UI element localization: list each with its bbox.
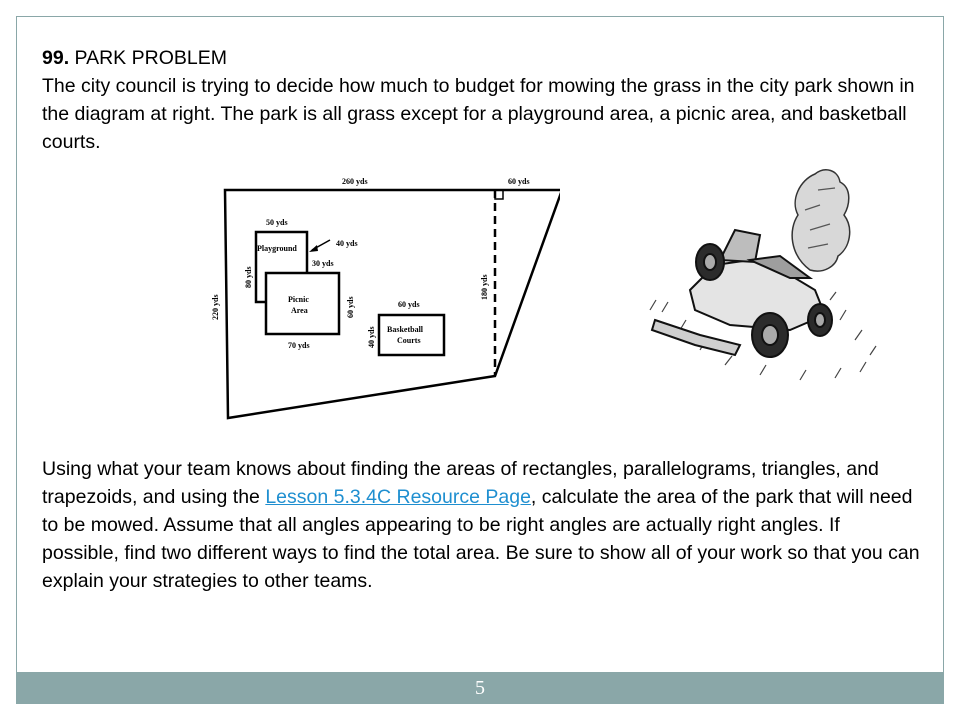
- footer-bar: [17, 672, 943, 704]
- picnic-top-label: 30 yds: [312, 259, 334, 268]
- problem-description: The city council is trying to decide how much to budget for mowing the grass in the city park shown in the diagram at right. The park is all grass except for a playground area, a picnic area, and basketball courts.: [42, 75, 915, 153]
- basketball-label-line2: Courts: [397, 336, 421, 345]
- top-length-label: 260 yds: [342, 177, 368, 186]
- problem-title: [42, 44, 932, 72]
- lawn-mower-illustration: [640, 160, 890, 405]
- picnic-label-line1: Picnic: [288, 295, 309, 304]
- arrow-head: [309, 245, 318, 252]
- playground-width-label: 50 yds: [266, 218, 288, 227]
- basketball-label-line1: Basketball: [387, 325, 424, 334]
- basketball-width-label: 60 yds: [398, 300, 420, 309]
- instructions-text-before: Using what your team knows about finding the areas of rectangles, parallelograms, triangles, and trapezoids, and using the: [42, 458, 879, 508]
- picnic-height-label: 60 yds: [346, 296, 355, 318]
- instructions-text-after: , calculate the area of the park that will need to be mowed. Assume that all angles appearing to be right angles are actually right angles. If possible, find two different ways to find the total area. Be sure to show all of your work so that you can explain your strategies to other teams.: [42, 486, 920, 592]
- basketball-height-label: 40 yds: [367, 326, 376, 348]
- top-right-length-label: 60 yds: [508, 177, 530, 186]
- park-diagram: [200, 168, 560, 423]
- page-number: 5: [475, 676, 485, 699]
- left-length-label: 220 yds: [211, 294, 220, 320]
- tree-icon: [792, 170, 850, 271]
- instructions-paragraph: [42, 455, 922, 595]
- playground-label: Playground: [257, 244, 297, 253]
- problem-title-text: PARK PROBLEM: [74, 47, 227, 69]
- resource-page-link[interactable]: Lesson 5.3.4C Resource Page: [265, 486, 531, 508]
- problem-number: 99.: [42, 47, 70, 69]
- dashed-height-label: 180 yds: [480, 274, 489, 300]
- picnic-width-label: 70 yds: [288, 341, 310, 350]
- picnic-label-line2: Area: [291, 306, 308, 315]
- basketball-rect: [379, 315, 444, 355]
- playground-arrow-label: 40 yds: [336, 239, 358, 248]
- problem-statement: [42, 44, 932, 156]
- playground-height-label: 80 yds: [244, 266, 253, 288]
